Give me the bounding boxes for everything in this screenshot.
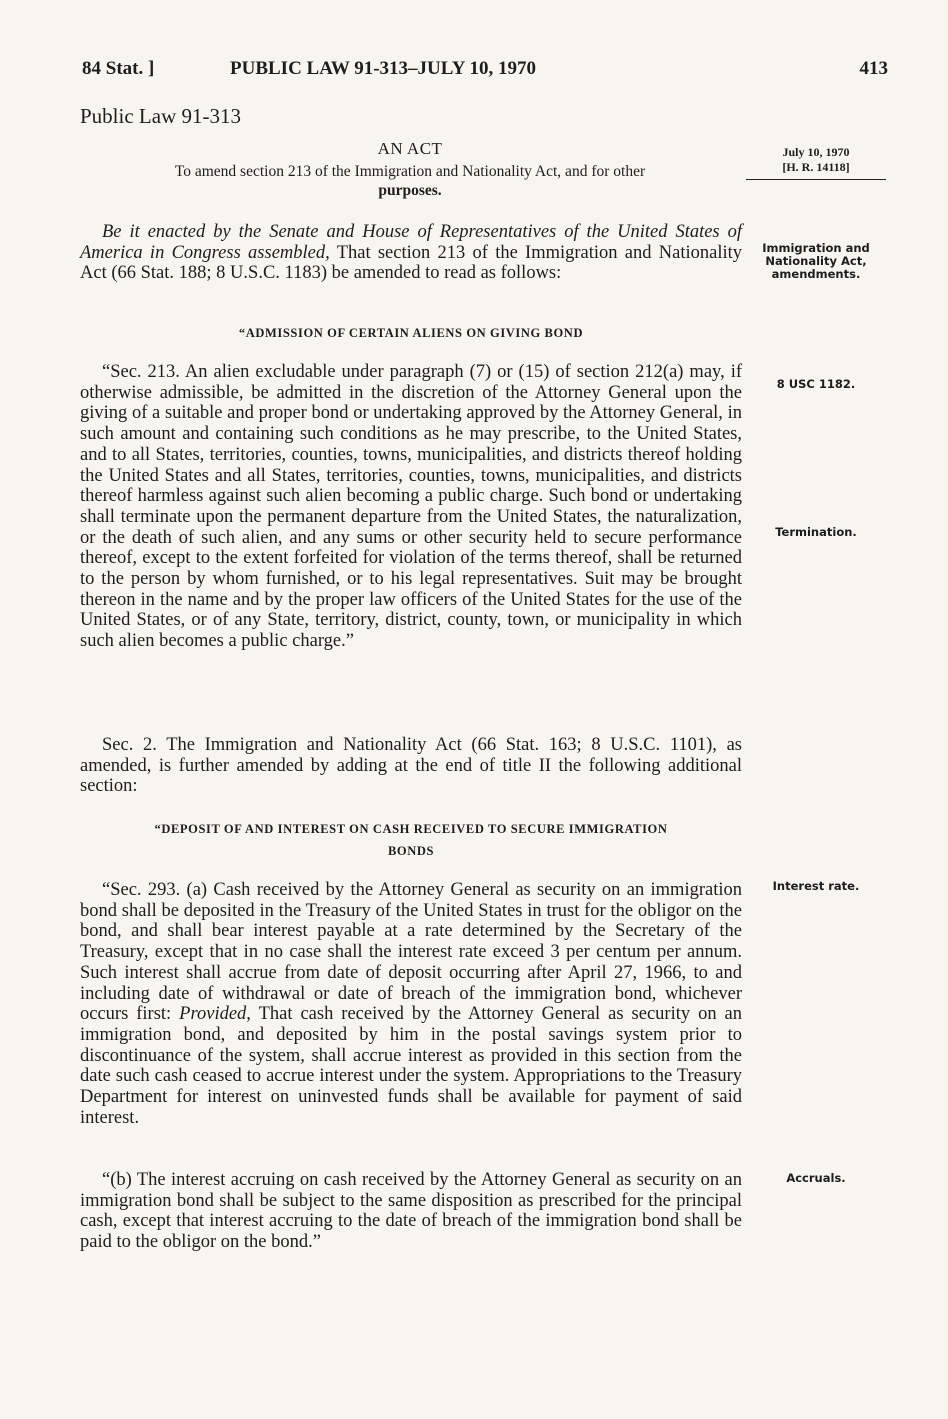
purpose-line-2: purposes. [378,182,442,199]
section-293a-part-1: “Sec. 293. (a) Cash received by the Attorney General as security on an immigration bond shall be deposited in the Treasury of the United States in trust for the obligor on the bond, and shall bear interest payable at a rate determined by the Secretary of the Treasury, except that in no case shall the interest rate exceed 3 per centum per annum. Such interest shall accrue from date of deposit occurring after April 27, 1966, to and including date of withdrawal or date of breach of the immigration bond, whichever occurs first: [80,880,742,1025]
purpose-line-1: To amend section 213 of the Immigration and Nationality Act, and for other [174,163,646,180]
margin-note-interest-rate: Interest rate. [772,879,860,893]
section-293a-part-2: That cash received by the Attorney General as security on an immigration bond, and deposited by him in the postal savings system prior to discontinuance of the system, shall accrue interest as provided in this section from the date such cash ceased to accrue interest under the system. Appropriations to the Treasury Department for interest on uninvested funds shall be available for payment of said interest. [80,1004,742,1128]
margin-bill-number: [H. R. 14118] [782,160,850,174]
public-law-number: Public Law 91-313 [80,104,241,128]
act-purpose [80,162,740,200]
page-number: 413 [859,58,888,79]
enacting-clause-rest: That section 213 of the Immigration and Nationality Act (66 Stat. 188; 8 U.S.C. 1183) be amended to read as follows: [80,242,743,284]
section-213-text: “Sec. 213. An alien excludable under paragraph (7) or (15) of section 212(a) may, if otherwise admissible, be admitted in the discretion of the Attorney General upon the giving of a suitable and proper bond or undertaking approved by the Attorney General, in such amount and containing such conditions as he may prescribe, to the United States, and to all States, territories, counties, towns, municipalities, and districts thereof holding the United States and all States, territories, counties, towns, municipalities, and districts thereof harmless against such alien becoming a public charge. Such bond or undertaking shall terminate upon the permanent departure from the United States, the naturalization, or the death of such alien, and any sums or other security held to secure performance thereof, except to the extent forfeited for violation of the terms thereof, shall be returned to the person by whom furnished, or to his legal representatives. Suit may be brought thereon in the name and by the proper law officers of the United States for the use of the United States, or of any State, territory, district, county, town, or municipality in which such alien becomes a public charge.” [80,362,742,652]
section-293-heading [80,818,742,862]
section-293a-text [80,880,742,1128]
section-293b-text: “(b) The interest accruing on cash received by the Attorney General as security on an immigration bond shall be subject to the same disposition as prescribed for the principal cash, except that interest accruing to the date of breach of the immigration bond shall be paid to the obligor on the bond.” [80,1170,742,1253]
enacting-clause-italic: Be it enacted by the Senate and House of Representatives of the United States of America in Congress assembled, [80,222,742,263]
margin-rule [746,179,886,180]
enacting-clause [80,222,742,284]
section-293-heading-line-1: “DEPOSIT OF AND INTEREST ON CASH RECEIVED TO SECURE IMMIGRATION [154,822,668,836]
margin-note-termination: Termination. [775,525,857,539]
section-293-heading-line-2: BONDS [387,844,435,858]
provided-italic: Provided, [179,1004,251,1025]
an-act-heading: AN ACT [377,139,443,158]
margin-note-immigration: Immigration and Nationality Act, amendments. [762,241,870,281]
running-header [82,58,888,86]
margin-note-usc: 8 USC 1182. [776,377,856,391]
header-stat-ref: 84 Stat. ] [82,58,155,79]
section-2-text: Sec. 2. The Immigration and Nationality Act (66 Stat. 163; 8 U.S.C. 1101), as amended, is further amended by adding at the end of title II the following additional section: [80,735,742,797]
margin-date-block [746,145,886,180]
header-title: PUBLIC LAW 91-313–JULY 10, 1970 [230,58,536,79]
margin-note-accruals: Accruals. [786,1171,846,1185]
section-213-heading: “ADMISSION OF CERTAIN ALIENS ON GIVING BOND [238,326,584,340]
margin-date: July 10, 1970 [782,145,850,159]
